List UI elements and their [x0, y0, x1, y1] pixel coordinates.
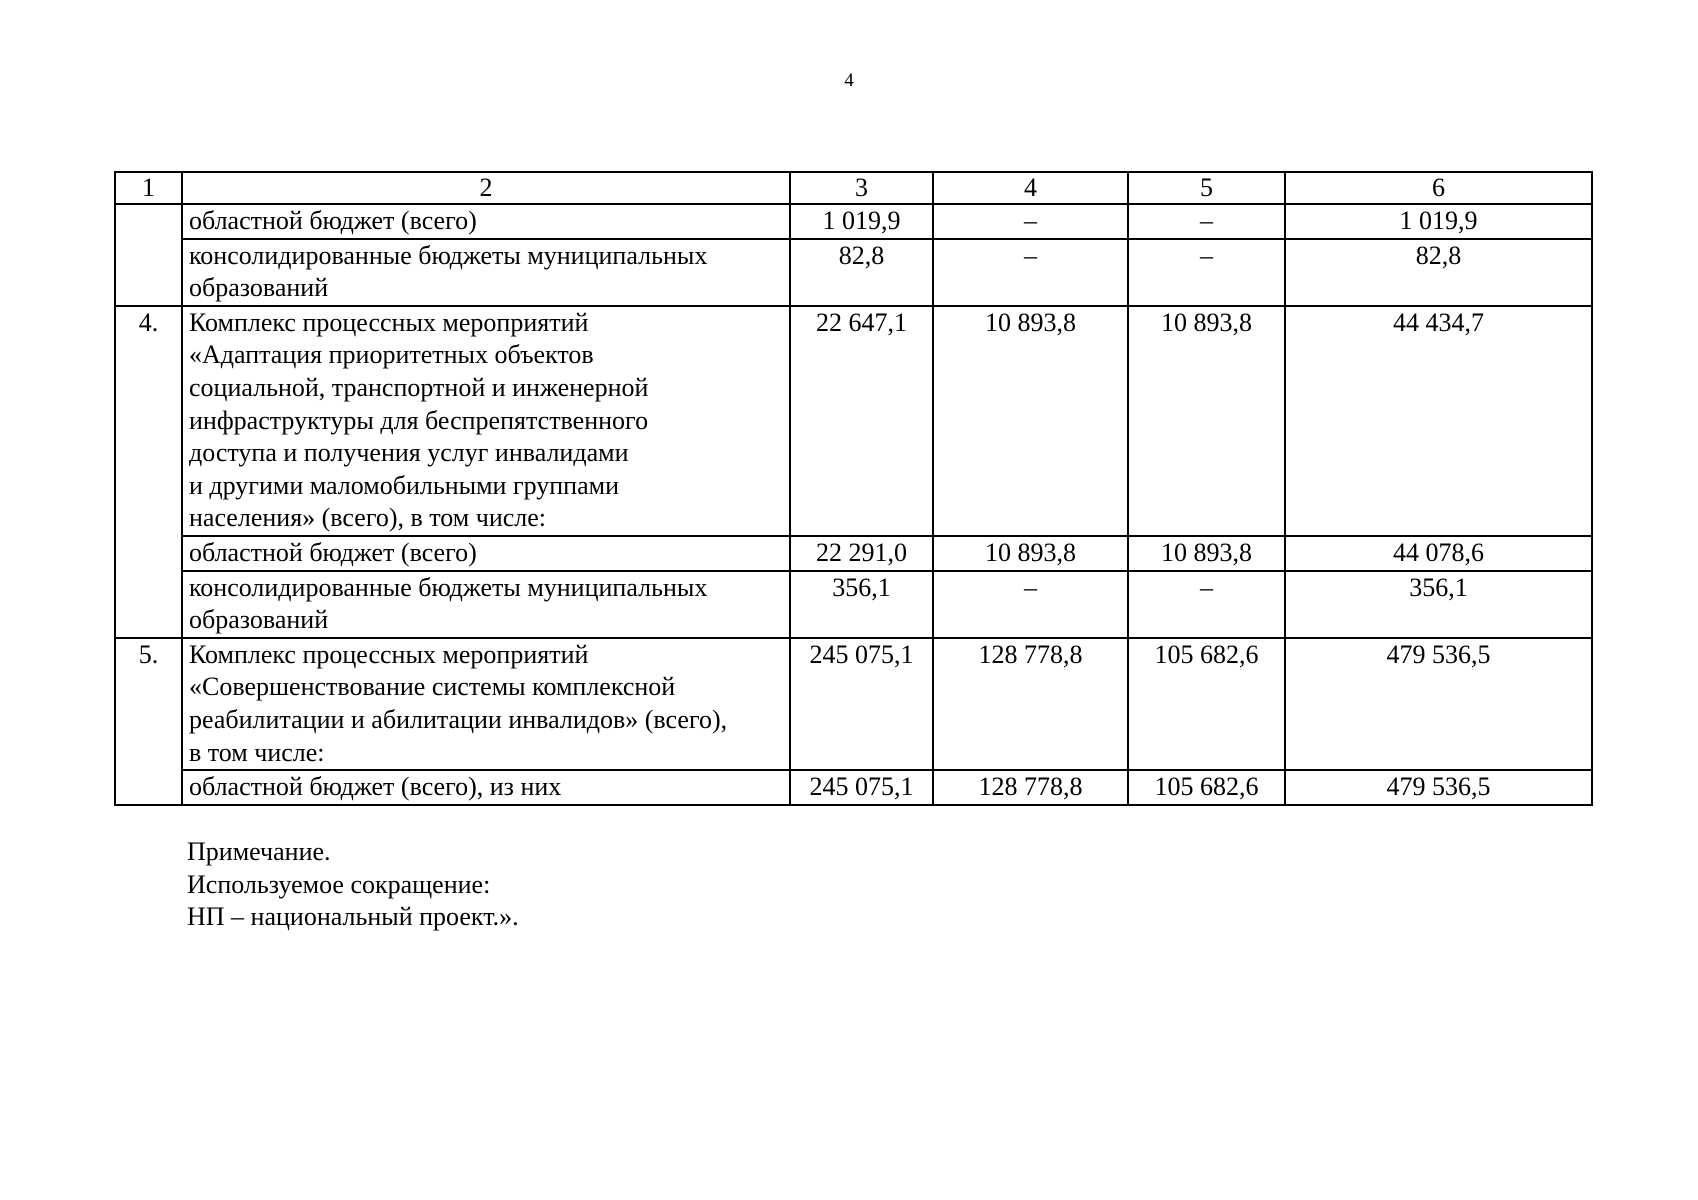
row-index: 4. [115, 306, 182, 638]
table-row [115, 770, 1592, 805]
note-line: Используемое сокращение: [187, 869, 491, 899]
row-description [182, 306, 790, 536]
value-col-5: 10 893,8 [1128, 306, 1285, 536]
description-line: доступа и получения услуг инвалидами [189, 438, 629, 468]
value-col-5: – [1128, 204, 1285, 239]
row-index: 5. [115, 638, 182, 805]
value-col-3: 82,8 [790, 239, 933, 306]
table-header-row [115, 172, 1592, 204]
value-col-5: – [1128, 239, 1285, 306]
description-line: и другими маломобильными группами [189, 470, 620, 500]
value-col-3: 22 291,0 [790, 536, 933, 571]
value-col-4: – [933, 239, 1128, 306]
column-header-3: 3 [790, 172, 933, 204]
description-line: «Совершенствование системы комплексной [189, 672, 676, 702]
description-line: Комплекс процессных мероприятий [189, 307, 589, 337]
row-description [182, 239, 790, 306]
page-number: 4 [844, 70, 854, 91]
value-col-3: 245 075,1 [790, 638, 933, 770]
description-line: консолидированные бюджеты муниципальных [189, 572, 708, 602]
value-col-6: 479 536,5 [1285, 770, 1592, 805]
row-description [182, 638, 790, 770]
value-col-5: 105 682,6 [1128, 770, 1285, 805]
table-row [115, 239, 1592, 306]
value-col-3: 356,1 [790, 571, 933, 638]
column-header-6: 6 [1285, 172, 1592, 204]
description-line: реабилитации и абилитации инвалидов» (всего), [189, 704, 728, 734]
value-col-3: 1 019,9 [790, 204, 933, 239]
description-line: образований [189, 273, 329, 303]
column-header-1: 1 [115, 172, 182, 204]
row-description [182, 571, 790, 638]
value-col-4: 10 893,8 [933, 306, 1128, 536]
description-line: в том числе: [189, 737, 325, 767]
description-line: социальной, транспортной и инженерной [189, 372, 649, 402]
value-col-6: 356,1 [1285, 571, 1592, 638]
value-col-6: 1 019,9 [1285, 204, 1592, 239]
value-col-6: 479 536,5 [1285, 638, 1592, 770]
value-col-6: 44 078,6 [1285, 536, 1592, 571]
description-line: населения» (всего), в том числе: [189, 503, 547, 533]
value-col-4: 128 778,8 [933, 638, 1128, 770]
table-row [115, 638, 1592, 770]
value-col-5: 105 682,6 [1128, 638, 1285, 770]
value-col-3: 22 647,1 [790, 306, 933, 536]
value-col-4: 128 778,8 [933, 770, 1128, 805]
row-description [182, 204, 790, 239]
row-index [115, 204, 182, 306]
note-title: Примечание. [187, 837, 331, 866]
row-description [182, 536, 790, 571]
description-line: областной бюджет (всего) [189, 537, 477, 567]
description-line: «Адаптация приоритетных объектов [189, 340, 594, 370]
column-header-5: 5 [1128, 172, 1285, 204]
value-col-6: 82,8 [1285, 239, 1592, 306]
value-col-5: – [1128, 571, 1285, 638]
value-col-6: 44 434,7 [1285, 306, 1592, 536]
table-row [115, 571, 1592, 638]
description-line: консолидированные бюджеты муниципальных [189, 240, 708, 270]
description-line: областной бюджет (всего) [189, 206, 477, 235]
column-header-2: 2 [182, 172, 790, 204]
table-row [115, 306, 1592, 536]
value-col-5: 10 893,8 [1128, 536, 1285, 571]
table-row [115, 536, 1592, 571]
column-header-4: 4 [933, 172, 1128, 204]
description-line: инфраструктуры для беспрепятственного [189, 405, 649, 435]
value-col-3: 245 075,1 [790, 770, 933, 805]
row-description [182, 770, 790, 805]
description-line: образований [189, 605, 329, 635]
note-line: НП – национальный проект.». [187, 902, 519, 932]
description-line: областной бюджет (всего), из них [189, 772, 562, 802]
footnote [187, 836, 519, 934]
value-col-4: – [933, 204, 1128, 239]
table-row [115, 204, 1592, 239]
description-line: Комплекс процессных мероприятий [189, 639, 589, 669]
value-col-4: 10 893,8 [933, 536, 1128, 571]
budget-table [114, 171, 1593, 806]
value-col-4: – [933, 571, 1128, 638]
